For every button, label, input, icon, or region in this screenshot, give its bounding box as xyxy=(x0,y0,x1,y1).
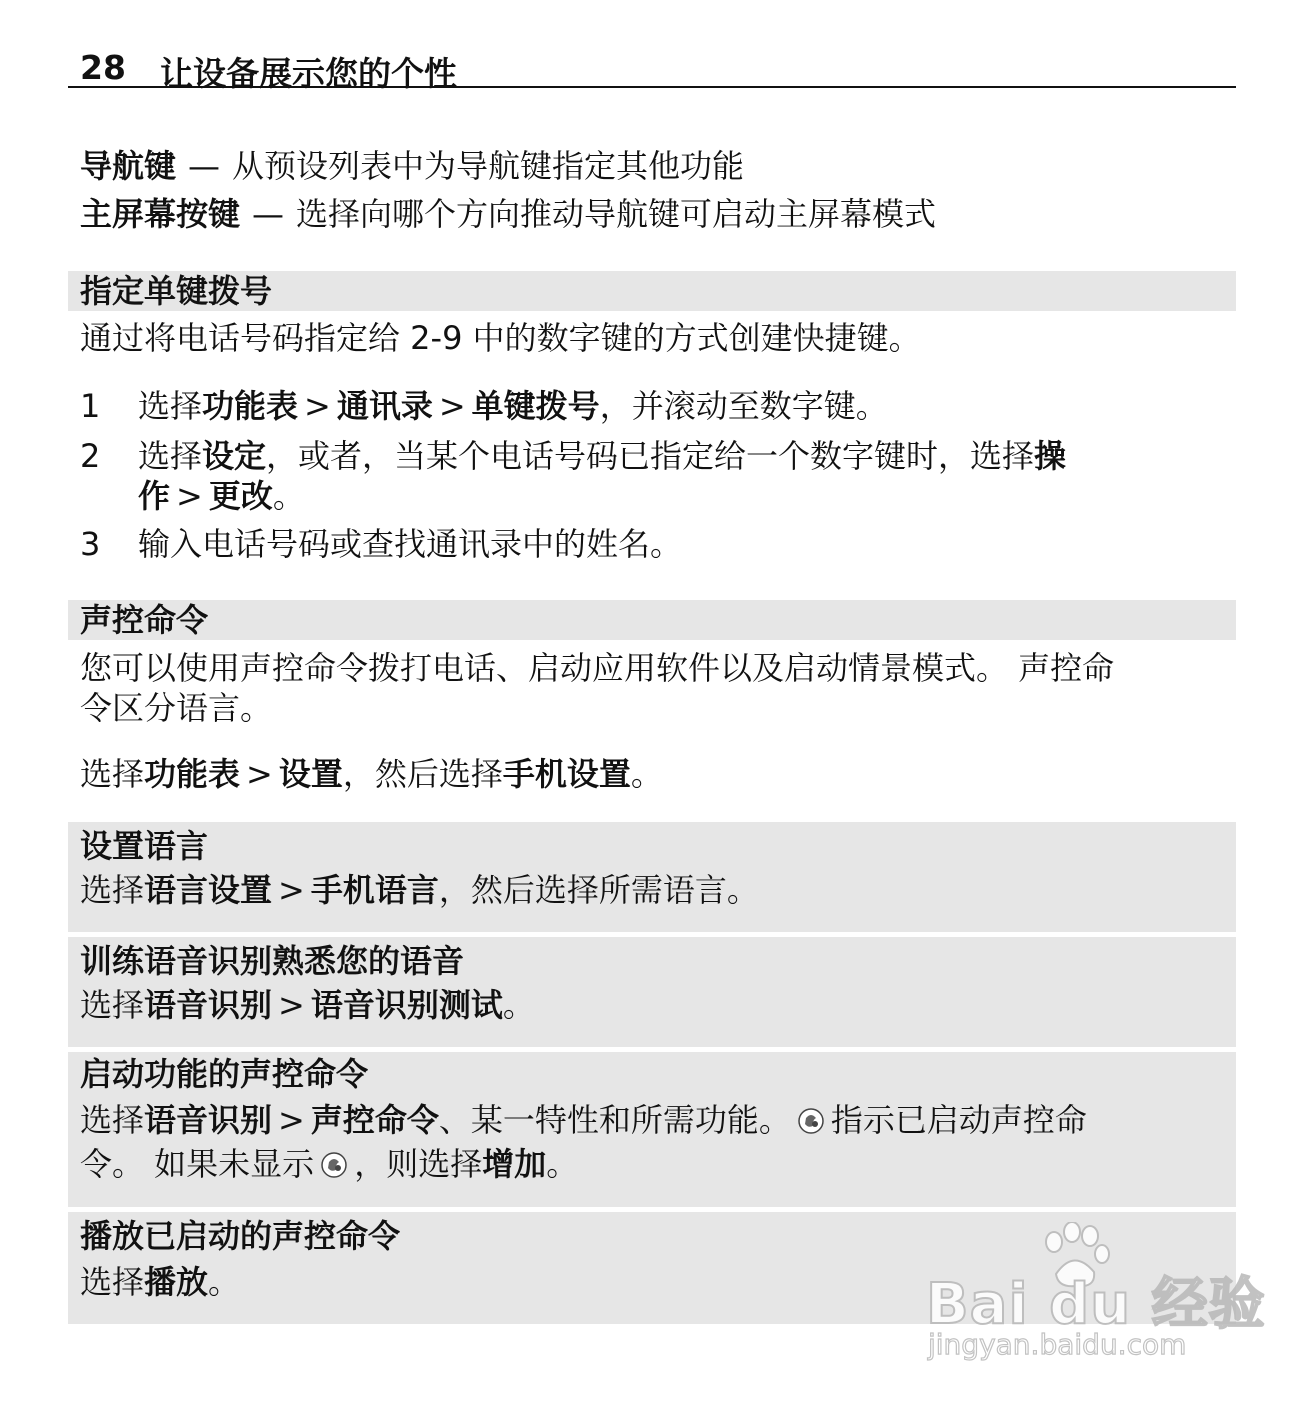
menu-item: 功能表 xyxy=(202,387,299,425)
panel-title: 训练语音识别熟悉您的语音 xyxy=(80,942,465,980)
menu-separator: > xyxy=(278,871,305,909)
section-heading-voice xyxy=(68,600,1236,640)
panel-title: 播放已启动的声控命令 xyxy=(80,1217,401,1255)
panel-activate-voice-commands xyxy=(68,1052,1236,1207)
section-title: 指定单键拨号 xyxy=(80,272,273,310)
menu-item: 语音识别 xyxy=(144,1101,273,1139)
panel-title: 设置语言 xyxy=(80,827,209,865)
watermark-url: jingyan.baidu.com xyxy=(928,1328,1187,1361)
menu-item: 语言设置 xyxy=(144,871,273,909)
step-text: 输入电话号码或查找通讯录中的姓名。 xyxy=(138,525,683,563)
intro-term: 主屏幕按键 xyxy=(80,195,241,233)
instruction-text: ，然后选择 xyxy=(342,755,503,793)
intro-dash: — xyxy=(252,195,285,233)
panel-title: 启动功能的声控命令 xyxy=(80,1055,369,1093)
step-number: 1 xyxy=(80,387,101,425)
speed-dial-desc: 通过将电话号码指定给 2-9 中的数字键的方式创建快捷键。 xyxy=(80,319,921,357)
menu-separator: > xyxy=(304,387,331,425)
chapter-title: 让设备展示您的个性 xyxy=(160,54,457,93)
menu-item: 设置 xyxy=(278,755,343,793)
menu-item: 通讯录 xyxy=(336,387,433,425)
intro-dash: — xyxy=(188,147,221,185)
panel-text: 。 xyxy=(208,1263,241,1301)
menu-item: 操 xyxy=(1034,437,1067,475)
panel-text: ，然后选择所需语言。 xyxy=(438,871,759,909)
step-3 xyxy=(80,524,682,564)
panel-body-line-2 xyxy=(80,1142,578,1186)
section-title: 声控命令 xyxy=(80,601,209,639)
panel-text: 选择 xyxy=(80,1101,145,1139)
menu-item: 播放 xyxy=(144,1263,209,1301)
menu-item: 功能表 xyxy=(144,755,241,793)
panel-text: 令。 如果未显示 xyxy=(80,1145,315,1183)
voice-desc-line-2: 令区分语言。 xyxy=(80,689,273,727)
intro-desc: 从预设列表中为导航键指定其他功能 xyxy=(232,147,745,185)
step-text: ，并滚动至数字键。 xyxy=(599,387,888,425)
menu-item: 手机语言 xyxy=(310,871,439,909)
step-number: 3 xyxy=(80,525,101,563)
panel-set-language xyxy=(68,822,1236,932)
panel-text: ，则选择 xyxy=(354,1145,483,1183)
step-text: ，或者，当某个电话号码已指定给一个数字键时，选择 xyxy=(266,437,1035,475)
intro-item-nav-key xyxy=(80,146,744,186)
panel-text: 。 xyxy=(502,986,535,1024)
menu-separator: > xyxy=(278,1101,305,1139)
step-text: 选择 xyxy=(138,387,203,425)
panel-text: 选择 xyxy=(80,986,145,1024)
step-2-continued xyxy=(80,476,1066,516)
intro-term: 导航键 xyxy=(80,147,177,185)
panel-body xyxy=(80,868,759,912)
menu-item: 手机设置 xyxy=(502,755,631,793)
panel-body xyxy=(80,983,535,1027)
menu-item: 声控命令 xyxy=(310,1101,439,1139)
panel-text: 选择 xyxy=(80,1263,145,1301)
step-text: 。 xyxy=(272,477,305,515)
step-number: 2 xyxy=(80,437,101,475)
menu-separator: > xyxy=(438,387,466,425)
panel-body-line-1 xyxy=(80,1098,1087,1142)
voice-desc-line-1: 您可以使用声控命令拨打电话、启动应用软件以及启动情景模式。 声控命 xyxy=(80,649,1115,687)
panel-train-voice xyxy=(68,937,1236,1047)
voice-nav-instruction xyxy=(80,754,663,794)
menu-item: 增加 xyxy=(482,1145,547,1183)
baidu-watermark xyxy=(926,1222,1266,1372)
page-header xyxy=(68,44,1236,93)
step-text: 选择 xyxy=(138,437,203,475)
voice-command-icon xyxy=(320,1151,348,1179)
menu-separator: > xyxy=(176,477,203,515)
intro-item-home-key xyxy=(80,194,936,234)
menu-item: 语音识别测试 xyxy=(310,986,503,1024)
panel-text: 。 xyxy=(546,1145,579,1183)
step-1 xyxy=(80,386,888,426)
menu-item: 单键拨号 xyxy=(471,387,600,425)
menu-item: 作 xyxy=(138,477,171,515)
instruction-text: 选择 xyxy=(80,755,145,793)
panel-text: 选择 xyxy=(80,871,145,909)
menu-item: 语音识别 xyxy=(144,986,273,1024)
watermark-brand: Bai du 经验 xyxy=(926,1272,1266,1337)
section-heading-speed-dial xyxy=(68,271,1236,311)
intro-desc: 选择向哪个方向推动导航键可启动主屏幕模式 xyxy=(296,195,937,233)
menu-separator: > xyxy=(246,755,273,793)
panel-text: 指示已启动声控命 xyxy=(830,1101,1087,1139)
panel-body xyxy=(80,1260,240,1304)
voice-command-icon xyxy=(797,1107,825,1135)
instruction-text: 。 xyxy=(630,755,663,793)
page-number: 28 xyxy=(80,48,126,87)
menu-separator: > xyxy=(278,986,305,1024)
menu-item: 设定 xyxy=(202,437,267,475)
panel-text: 、某一特性和所需功能。 xyxy=(438,1101,791,1139)
step-2 xyxy=(80,436,1066,516)
menu-item: 更改 xyxy=(208,477,273,515)
